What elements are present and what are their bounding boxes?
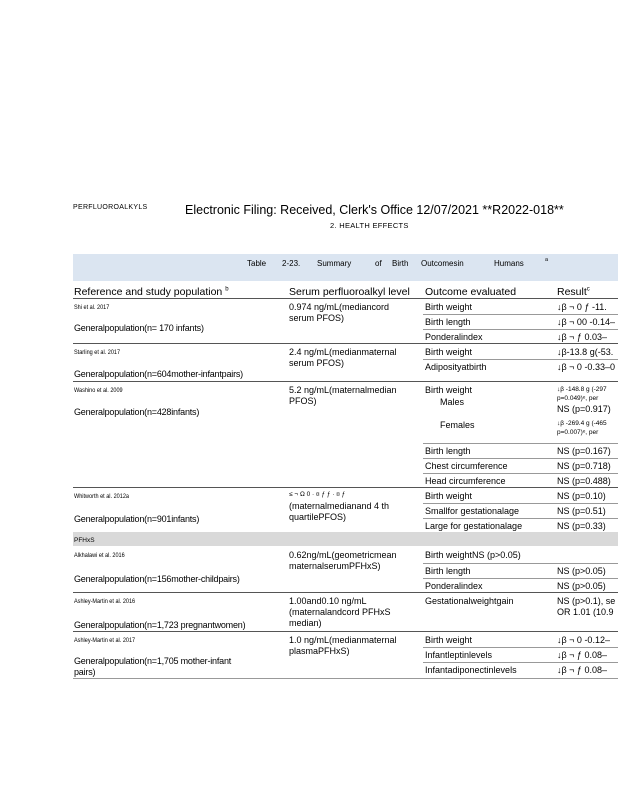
table-row-serum: 1.0 ng/mL(medianmaternal: [289, 635, 397, 645]
table-row-result: NS (p=0.488): [557, 476, 611, 486]
table-row-serum: median): [289, 618, 322, 628]
column-header-serum: Serum perfluoroalkyl level: [289, 286, 410, 298]
table-bottom-rule: [73, 678, 618, 679]
table-row-result: NS (p=0.10): [557, 491, 606, 501]
table-row-serum: (maternalandcord PFHxS: [289, 607, 391, 617]
table-row-population: pairs): [74, 667, 96, 677]
table-row-serum: 0.62ng/mL(geometricmean: [289, 550, 397, 560]
table-row-outcome: Birth length: [425, 566, 471, 576]
table-row-outcome: Ponderalindex: [425, 332, 483, 342]
table-row-outcome: Gestationalweightgain: [425, 596, 514, 606]
table-row-reference: Alkhalawi et al. 2016: [74, 552, 125, 559]
row-rule: [73, 487, 618, 488]
table-row-result: NS (p=0.917): [557, 404, 611, 414]
column-header-reference: Reference and study population $^b$: [74, 286, 229, 298]
table-row-outcome: Birth weight: [425, 302, 473, 312]
table-row-serum: PFOS): [289, 396, 317, 406]
table-row-outcome: Birth weight: [425, 635, 473, 645]
filing-stamp: Electronic Filing: Received, Clerk's Office 12/07/2021 **R2022-018**: [185, 203, 564, 217]
table-row-population: Generalpopulation(n= 170 infants): [74, 323, 204, 333]
table-row-population: Generalpopulation(n=428infants): [74, 407, 200, 417]
table-row-result: NS (p=0.167): [557, 446, 611, 456]
table-row-serum: serum PFOS): [289, 358, 345, 368]
table-row-serum: maternalserumPFHxS): [289, 561, 381, 571]
chapter-title: 2. HEALTH EFFECTS: [330, 221, 409, 230]
table-row-serum: 0.974 ng/mL(mediancord: [289, 302, 390, 312]
table-row-result: ↓β -269.4 g (-465: [557, 420, 607, 427]
table-row-population: Generalpopulation(n=156mother-childpairs): [74, 574, 240, 584]
table-row-reference: Starling et al. 2017: [74, 349, 121, 356]
table-row-result: NS (p>0.05): [557, 581, 606, 591]
table-row-result: ↓β-13.8 g(-53.: [557, 347, 614, 357]
table-row-population: Generalpopulation(n=901infants): [74, 514, 200, 524]
row-divider: [423, 578, 618, 579]
table-row-outcome: Birth weight: [425, 347, 473, 357]
table-row-outcome: Birth weightNS (p>0.05): [425, 550, 521, 560]
table-row-outcome: Birth weight: [425, 385, 473, 395]
table-row-outcome: Infantleptinlevels: [425, 650, 493, 660]
row-divider: [423, 314, 618, 315]
table-row-outcome: Birth length: [425, 317, 471, 327]
row-divider: [423, 647, 618, 648]
row-divider: [423, 359, 618, 360]
table-row-result: p=0.049)ᵉ, per: [557, 395, 599, 402]
table-row-reference: Ashley-Martin et al. 2016: [74, 598, 136, 605]
table-row-result: ↓β ¬ 00 -0.14–: [557, 317, 615, 327]
table-row-serum: ≤ ¬ Ω 0 · ¤ ƒ ƒ · ¤ ƒ: [289, 491, 346, 498]
caption-word: of: [375, 259, 382, 268]
caption-word: Outcomesin: [421, 259, 464, 268]
table-row-result: ↓β ¬ ƒ 0.08–: [557, 665, 607, 675]
column-header-result: Result$^c$: [557, 286, 590, 298]
row-divider: [423, 563, 618, 564]
table-row-serum: (maternalmedianand 4 th: [289, 501, 390, 511]
table-row-population: Generalpopulation(n=604mother-infantpairs): [74, 369, 243, 379]
row-divider: [423, 662, 618, 663]
table-row-serum: 5.2 ng/mL(maternalmedian: [289, 385, 397, 395]
caption-word: Summary: [317, 259, 352, 268]
header-rule: [73, 298, 618, 299]
row-divider: [423, 329, 618, 330]
table-row-reference: Ashley-Martin et al. 2017: [74, 637, 136, 644]
table-row-reference: Shi et al. 2017: [74, 304, 110, 311]
table-row-result: NS (p>0.05): [557, 566, 606, 576]
table-row-result: NS (p>0.1), se: [557, 596, 616, 606]
caption-word: Birth: [392, 259, 409, 268]
row-divider: [423, 458, 618, 459]
table-row-serum: quartilePFOS): [289, 512, 347, 522]
table-row-outcome-subgroup: Males: [440, 397, 465, 407]
table-row-serum: serum PFOS): [289, 313, 345, 323]
table-row-result: NS (p=0.718): [557, 461, 611, 471]
caption-footnote-mark: a: [545, 257, 549, 263]
table-row-outcome: Ponderalindex: [425, 581, 483, 591]
table-row-result: ↓β ¬ ƒ 0.08–: [557, 650, 607, 660]
table-row-result: NS (p=0.33): [557, 521, 606, 531]
table-row-result: p=0.007)ᵉ, per: [557, 429, 599, 436]
table-row-result: NS (p=0.51): [557, 506, 606, 516]
table-row-serum: 1.00and0.10 ng/mL: [289, 596, 367, 606]
row-rule: [73, 381, 618, 382]
row-divider: [423, 473, 618, 474]
row-divider: [423, 518, 618, 519]
table-row-reference: Whitworth et al. 2012a: [74, 493, 129, 500]
table-row-outcome: Chest circumference: [425, 461, 508, 471]
section-band: [73, 532, 618, 546]
row-rule: [73, 592, 618, 593]
table-row-outcome: Birth length: [425, 446, 471, 456]
table-row-population: Generalpopulation(n=1,705 mother-infant: [74, 656, 232, 666]
table-row-result: ↓β ¬ 0 -0.12–: [557, 635, 610, 645]
table-row-outcome: Infantadiponectinlevels: [425, 665, 517, 675]
table-row-population: Generalpopulation(n=1,723 pregnantwomen): [74, 620, 246, 630]
table-row-result: ↓β ¬ ƒ 0.03–: [557, 332, 607, 342]
table-row-serum: plasmaPFHxS): [289, 646, 350, 656]
caption-word: Table: [247, 259, 267, 268]
row-rule: [73, 631, 618, 632]
table-row-result: OR 1.01 (10.9: [557, 607, 614, 617]
caption-word: 2-23.: [282, 259, 301, 268]
table-row-outcome: Birth weight: [425, 491, 473, 501]
row-rule: [73, 343, 618, 344]
table-row-outcome: Large for gestationalage: [425, 521, 523, 531]
table-row-outcome: Adiposityatbirth: [425, 362, 487, 372]
table-row-serum: 2.4 ng/mL(medianmaternal: [289, 347, 397, 357]
table-row-outcome: Head circumference: [425, 476, 506, 486]
row-divider: [423, 443, 618, 444]
column-header-outcome: Outcome evaluated: [425, 286, 517, 298]
table-row-outcome-subgroup: Females: [440, 420, 475, 430]
table-row-reference: Washino et al. 2009: [74, 387, 123, 394]
section-label: PFHxS: [74, 537, 95, 544]
row-divider: [423, 503, 618, 504]
table-row-result: ↓β -148.8 g (-297: [557, 386, 607, 393]
table-row-result: ↓β ¬ 0 -0.33–0: [557, 362, 615, 372]
table-row-outcome: Smallfor gestationalage: [425, 506, 520, 516]
running-head: PERFLUOROALKYLS: [73, 204, 148, 211]
caption-word: Humans: [494, 259, 524, 268]
table-row-result: ↓β ¬ 0 ƒ -11.: [557, 302, 607, 312]
